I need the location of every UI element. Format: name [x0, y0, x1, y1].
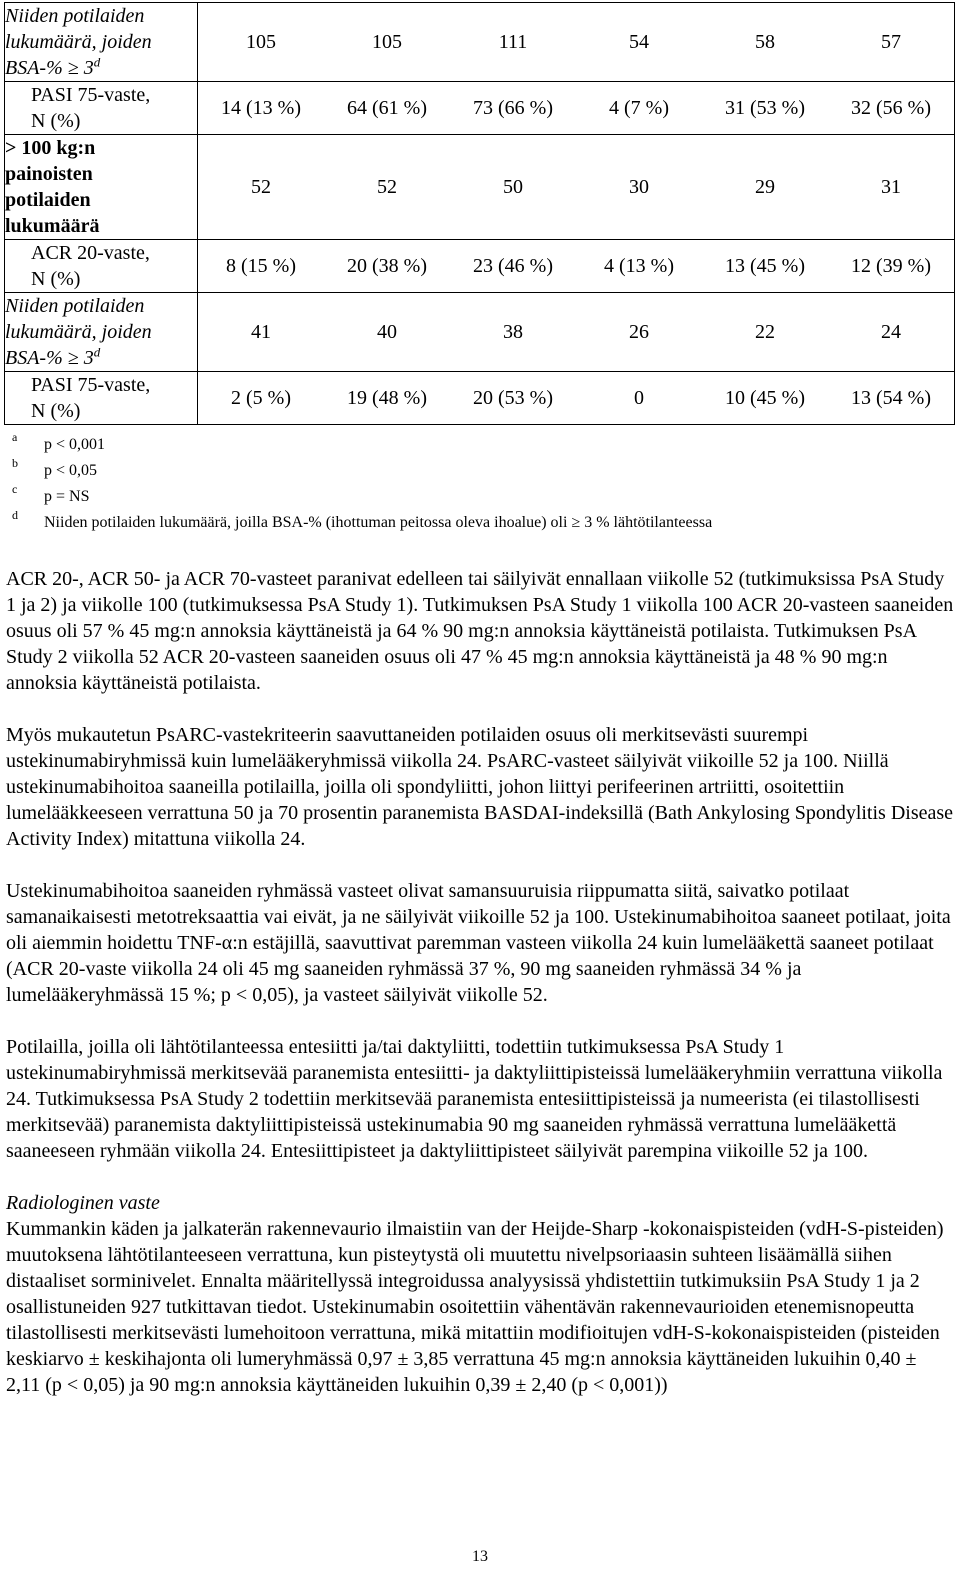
- row-label: [5, 82, 198, 135]
- footnote: [12, 458, 712, 484]
- row-label: [5, 372, 198, 425]
- table-cell: 105: [372, 31, 402, 53]
- table-cell: 41: [251, 321, 271, 343]
- table-cell: 4 (7 %): [609, 97, 669, 119]
- section-heading-radiologic: Radiologinen vaste: [6, 1192, 160, 1214]
- footnote-marker: d: [93, 54, 101, 70]
- table-cell: 20 (53 %): [473, 387, 553, 409]
- table-cell: 73 (66 %): [473, 97, 553, 119]
- row-values: [198, 240, 955, 293]
- table-row: [5, 3, 955, 82]
- table-cell: 4 (13 %): [604, 255, 674, 277]
- page-number: 13: [472, 1548, 488, 1565]
- row-label-line: lukumäärä: [5, 215, 100, 237]
- footnote-text: p < 0,001: [44, 436, 106, 453]
- table-cell: 52: [377, 176, 397, 198]
- table-row: [5, 135, 955, 240]
- footnote-text: p < 0,05: [44, 462, 98, 479]
- row-label-line: ACR 20-vaste,: [31, 242, 150, 264]
- table-cell: 24: [881, 321, 901, 343]
- footnote-text: Niiden potilaiden lukumäärä, joilla BSA-% (ihottuman peitossa oleva ihoalue) oli ≥ 3 % lähtötilanteessa: [44, 514, 713, 531]
- table-cell: 58: [755, 31, 775, 53]
- table-cell: 20 (38 %): [347, 255, 427, 277]
- row-values: [198, 293, 955, 372]
- footnote-marker: d: [93, 344, 101, 360]
- footnote-mark: c: [12, 482, 18, 496]
- table-footnotes: [12, 432, 712, 536]
- table-cell: 14 (13 %): [221, 97, 301, 119]
- row-label: [5, 3, 198, 82]
- table-cell: 32 (56 %): [851, 97, 931, 119]
- row-label-line: $BSA-\% \ge 3^d$: [5, 344, 101, 369]
- row-label: [5, 240, 198, 293]
- footnote-mark: b: [12, 456, 18, 470]
- table-cell: 57: [881, 31, 901, 53]
- table-cell: 38: [503, 321, 523, 343]
- table-cell: 13 (45 %): [725, 255, 805, 277]
- table-cell: 13 (54 %): [851, 387, 931, 409]
- row-label-line: N (%): [31, 110, 81, 132]
- table-cell: 10 (45 %): [725, 387, 805, 409]
- footnote: [12, 510, 712, 536]
- row-label: [5, 293, 198, 372]
- table-cell: 23 (46 %): [473, 255, 553, 277]
- table-cell: 26: [629, 321, 649, 343]
- paragraph-methotrexate-tnf: Ustekinumabihoitoa saaneiden ryhmässä vasteet olivat samansuuruisia riippumatta siitä, saivatko potilaat samanaikaisesti metotreksaattia vai eivät, ja ne säilyivät viikoille 52 ja 100. Ustekinumabihoitoa saaneet potilaat, joita oli aiemmin hoidettu TNF-α:n estäjillä, saavuttivat paremman vasteen viikolla 24 kuin lumelääkettä saaneet potilaat (ACR 20-vaste viikolla 24 oli 45 mg saaneiden ryhmässä 37 %, 90 mg saaneiden ryhmässä 34 % ja lumelääkeryhmässä 15 %; p < 0,05), ja vasteet säilyivät viikolle 52.: [6, 880, 951, 1006]
- row-values: [198, 135, 955, 240]
- table-cell: 52: [251, 176, 271, 198]
- table-cell: 19 (48 %): [347, 387, 427, 409]
- row-label-line: N (%): [31, 268, 81, 290]
- table-cell: 2 (5 %): [231, 387, 291, 409]
- row-label-line: lukumäärä, joiden: [5, 321, 152, 343]
- row-label-line: N (%): [31, 400, 81, 422]
- row-label-line: Niiden potilaiden: [5, 5, 145, 27]
- table-row: [5, 293, 955, 372]
- row-label-line: lukumäärä, joiden: [5, 31, 152, 53]
- paragraph-psarc-response: Myös mukautetun PsARC-vastekriteerin saavuttaneiden potilaiden osuus oli merkitsevästi suurempi ustekinumabiryhmissä kuin lumelääkeryhmissä viikolla 24. PsARC-vasteet säilyivät viikoille 52 ja 100. Niillä ustekinumabihoitoa saaneilla potilailla, joilla oli spondyliitti, johon liittyi perifeerinen artriitti, osoitettiin lumelääkkeeseen verrattuna 50 ja 70 prosentin paranemista BASDAI-indeksillä (Bath Ankylosing Spondylitis Disease Activity Index) mitattuna viikolla 24.: [6, 724, 954, 850]
- row-label-line: PASI 75-vaste,: [31, 374, 151, 396]
- table-cell: 30: [629, 176, 649, 198]
- footnote-text: p = NS: [44, 488, 90, 505]
- table-cell: 40: [377, 321, 397, 343]
- row-values: [198, 372, 955, 425]
- row-label-line: painoisten: [5, 163, 93, 185]
- table-cell: 105: [246, 31, 276, 53]
- table-cell: 50: [503, 176, 523, 198]
- table-cell: 8 (15 %): [226, 255, 296, 277]
- paragraph-acr-response: ACR 20-, ACR 50- ja ACR 70-vasteet paranivat edelleen tai säilyivät ennallaan viikolle 52 (tutkimuksissa PsA Study 1 ja 2) ja viikolle 100 (tutkimuksessa PsA Study 1). Tutkimuksen PsA Study 1 viikolla 100 ACR 20-vasteen saaneiden osuus oli 57 % 45 mg:n annoksia käyttäneistä ja 64 % 90 mg:n annoksia käyttäneistä potilaista. Tutkimuksen PsA Study 2 viikolla 52 ACR 20-vasteen saaneiden osuus oli 47 % 45 mg:n annoksia käyttäneistä ja 48 % 90 mg:n annoksia käyttäneistä potilaista.: [6, 568, 954, 694]
- row-label-line: $BSA-\% \ge 3^d$: [5, 54, 101, 79]
- row-label-line: Niiden potilaiden: [5, 295, 145, 317]
- results-table: [4, 2, 955, 425]
- row-label-line: > 100 kg:n: [5, 137, 96, 159]
- table-cell: 12 (39 %): [851, 255, 931, 277]
- table-cell: 22: [755, 321, 775, 343]
- table-cell: 64 (61 %): [347, 97, 427, 119]
- table-cell: 111: [498, 31, 528, 53]
- table-cell: 29: [755, 176, 775, 198]
- table-row: [5, 82, 955, 135]
- row-label-line: PASI 75-vaste,: [31, 84, 151, 106]
- table-cell: 31: [881, 176, 901, 198]
- table-cell: 31 (53 %): [725, 97, 805, 119]
- footnote: [12, 432, 712, 458]
- row-values: [198, 3, 955, 82]
- body-text: [6, 566, 954, 1424]
- paragraph-radiologic-response: Kummankin käden ja jalkaterän rakennevaurio ilmaistiin van der Heijde-Sharp -kokonaispisteiden (vdH-S-pisteiden) muutoksena lähtötilanteeseen verrattuna, kun pisteytystä oli muutettu nivelpsoriaasin suhteen lisäämällä siihen distaaliset sorminivelet. Ennalta määritellyssä integroidussa analyysissä yhdistettiin tutkimuksiin PsA Study 1 ja 2 osallistuneiden 927 tutkittavan tiedot. Ustekinumabin osoitettiin vähentävän rakennevaurioiden etenemisnopeutta tilastollisesti merkitsevästi lumehoitoon verrattuna, mikä mitattiin modifioitujen vdH-S-kokonaispisteiden (pisteiden keskiarvo ± keskihajonta oli lumeryhmässä 0,97 ± 3,85 verrattuna 45 mg:n annoksia käyttäneiden lukuihin 0,40 ± 2,11 (p < 0,05) ja 90 mg:n annoksia käyttäneiden lukuihin 0,39 ± 2,40 (p < 0,001)): [6, 1218, 944, 1396]
- footnote-mark: d: [12, 508, 18, 522]
- row-label-line: potilaiden: [5, 189, 91, 211]
- footnote: [12, 484, 712, 510]
- footnote-mark: a: [12, 430, 18, 444]
- row-label: [5, 135, 198, 240]
- table-row: [5, 240, 955, 293]
- row-values: [198, 82, 955, 135]
- table-cell: 0: [634, 387, 644, 409]
- paragraph-enthesitis-dactylitis: Potilailla, joilla oli lähtötilanteessa entesiitti ja/tai daktyliitti, todettiin tutkimuksessa PsA Study 1 ustekinumabiryhmissä merkitsevää paranemista entesiitti- ja daktyliittipisteissä lumelääkeryhmiin verrattuna viikolla 24. Tutkimuksessa PsA Study 2 todettiin merkitsevää paranemista entesiittipisteissä ja numeerista (ei tilastollisesti merkitsevää) paranemista daktyliittipisteissä ustekinumabia 90 mg saaneiden ryhmässä verrattuna lumelääkettä saaneeseen ryhmään viikolla 24. Entesiittipisteet ja daktyliittipisteet säilyivät parempina viikoille 52 ja 100.: [6, 1036, 943, 1162]
- table-row: [5, 372, 955, 425]
- table-cell: 54: [629, 31, 649, 53]
